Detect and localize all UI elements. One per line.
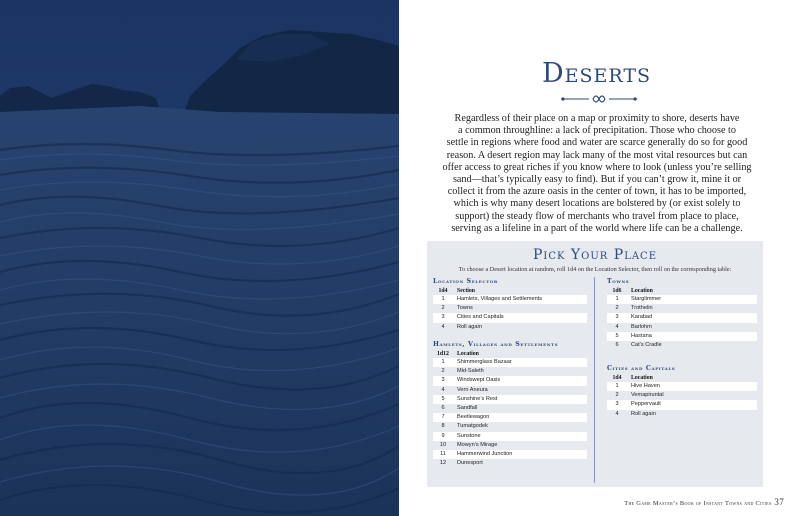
table-row bbox=[607, 410, 757, 419]
roll-number: 2 bbox=[615, 392, 619, 399]
table-row bbox=[607, 304, 757, 313]
intro-line: Regardless of their place on a map or proximity to shore, deserts have bbox=[454, 113, 740, 124]
roll-number: 3 bbox=[615, 401, 619, 408]
table-row bbox=[433, 358, 587, 367]
location-name: Windswept Oasis bbox=[457, 377, 501, 384]
location-name: Barlohm bbox=[631, 323, 652, 330]
pick-your-place-panel bbox=[427, 241, 763, 487]
table-row bbox=[433, 304, 587, 313]
roll-number: 4 bbox=[615, 323, 619, 330]
table-row bbox=[433, 404, 587, 413]
roll-number: 2 bbox=[441, 305, 445, 312]
column-header: Section bbox=[457, 288, 476, 294]
roll-number: 8 bbox=[441, 423, 445, 430]
die-header: 1d4 bbox=[612, 375, 622, 381]
location-name: Hammerwind Junction bbox=[457, 450, 513, 457]
page-title: Deserts bbox=[541, 58, 652, 89]
location-name: Hamlets, Villages and Settlements bbox=[457, 296, 543, 302]
location-name: Shimmerglass Bazaar bbox=[457, 359, 512, 365]
table-row bbox=[607, 341, 757, 350]
location-name: Dunesport bbox=[457, 460, 483, 467]
die-header: 1d12 bbox=[437, 351, 449, 357]
panel-title: Pick Your Place bbox=[532, 247, 658, 263]
location-name: Peppervault bbox=[631, 401, 661, 408]
roll-number: 3 bbox=[441, 377, 445, 384]
table-header-row bbox=[607, 374, 757, 382]
column-divider bbox=[594, 277, 595, 483]
location-name: Sunshine’s Rest bbox=[457, 395, 498, 402]
table-header-row bbox=[433, 350, 587, 358]
location-selector-table bbox=[433, 277, 587, 332]
location-name: Sandfall bbox=[457, 404, 478, 411]
panel-instructions: To choose a Desert location at random, roll 1d4 on the Location Selector, then roll on the corresponding table: bbox=[458, 266, 732, 273]
table-row bbox=[607, 391, 757, 400]
table-row bbox=[433, 450, 587, 459]
intro-line: reason. A desert region may lack many of the most vital resources but can bbox=[446, 149, 748, 161]
roll-number: 1 bbox=[441, 359, 445, 365]
table-row bbox=[607, 313, 757, 322]
roll-number: 10 bbox=[439, 441, 447, 448]
location-name: Trothelin bbox=[631, 305, 653, 312]
roll-number: 4 bbox=[615, 410, 619, 417]
location-name: Roll again bbox=[457, 323, 482, 330]
table-row bbox=[433, 459, 587, 468]
roll-number: 6 bbox=[441, 404, 445, 411]
intro-line: support) the steady flow of merchants who travel from place to place, bbox=[455, 210, 739, 222]
roll-number: 4 bbox=[441, 323, 445, 330]
location-name: Towns bbox=[457, 305, 473, 312]
roll-number: 12 bbox=[439, 460, 447, 467]
location-name: Hive Haven bbox=[631, 383, 660, 389]
table-row bbox=[433, 413, 587, 422]
table-header-row bbox=[433, 287, 587, 295]
location-name: Karabad bbox=[631, 314, 653, 321]
die-header: 1d6 bbox=[612, 288, 622, 294]
roll-number: 1 bbox=[615, 383, 619, 389]
table-row bbox=[433, 295, 587, 304]
table-row bbox=[607, 323, 757, 332]
roll-number: 6 bbox=[615, 341, 619, 348]
location-name: Tumatgodek bbox=[457, 423, 488, 430]
roll-number: 11 bbox=[440, 450, 446, 457]
location-name: Mowyn’s Mirage bbox=[457, 441, 498, 448]
roll-number: 2 bbox=[441, 368, 445, 375]
roll-number: 7 bbox=[441, 414, 445, 421]
table-row bbox=[607, 382, 757, 391]
location-name: Vemapiruntal bbox=[631, 392, 664, 399]
table-row bbox=[433, 386, 587, 395]
column-header: Location bbox=[631, 375, 653, 381]
table-row bbox=[433, 422, 587, 431]
location-name: Cat’s Cradle bbox=[631, 341, 662, 348]
intro-paragraph bbox=[409, 113, 785, 235]
table-row bbox=[433, 323, 587, 332]
table-heading: Cities and Capitals bbox=[607, 365, 676, 372]
towns-table bbox=[607, 277, 757, 350]
right-page bbox=[399, 0, 794, 516]
table-row bbox=[607, 332, 757, 341]
location-name: Mid-Saleth bbox=[457, 368, 484, 375]
page-number: 37 bbox=[774, 497, 784, 507]
roll-number: 1 bbox=[615, 296, 619, 302]
table-row bbox=[433, 441, 587, 450]
location-name: Cities and Capitals bbox=[457, 314, 504, 321]
table-row bbox=[433, 313, 587, 322]
roll-number: 9 bbox=[441, 432, 445, 439]
table-row bbox=[433, 395, 587, 404]
intro-line: serving as a lifeline in a part of the world where life can be a challenge. bbox=[451, 222, 743, 234]
location-name: Vern Aneura bbox=[457, 386, 488, 393]
intro-line: sand—that’s typically easy to find). But if you can’t grow it, mine it or bbox=[452, 174, 742, 186]
hamlets-table bbox=[433, 340, 587, 468]
location-name: Starglimmer bbox=[631, 296, 662, 302]
book-title: The Game Master’s Book of Instant Towns and Cities bbox=[624, 500, 772, 507]
table-row bbox=[433, 432, 587, 441]
location-name: Roll again bbox=[631, 410, 656, 417]
roll-number: 5 bbox=[441, 395, 445, 402]
intro-line: which is why many desert locations are bolstered by (or exist solely to bbox=[453, 198, 741, 210]
ornament-divider-icon bbox=[559, 92, 639, 106]
roll-number: 5 bbox=[615, 332, 619, 339]
location-name: Beetlewagon bbox=[457, 414, 490, 421]
intro-line: settle in regions where food and water are scarce generally do so for good bbox=[446, 137, 748, 149]
roll-number: 2 bbox=[615, 305, 619, 312]
table-header-row bbox=[607, 287, 757, 295]
column-header: Location bbox=[631, 288, 653, 294]
roll-number: 1 bbox=[441, 296, 445, 302]
roll-number: 3 bbox=[441, 314, 445, 321]
location-name: Sunstone bbox=[457, 432, 481, 439]
intro-line: collect it from the azure oasis in the center of town, it has to be imported, bbox=[447, 186, 747, 198]
roll-number: 4 bbox=[441, 386, 445, 393]
table-row bbox=[607, 295, 757, 304]
roll-number: 3 bbox=[615, 314, 619, 321]
table-row bbox=[607, 400, 757, 409]
table-heading: Towns bbox=[607, 278, 630, 285]
column-header: Location bbox=[457, 351, 479, 357]
table-row bbox=[433, 376, 587, 385]
die-header: 1d4 bbox=[438, 288, 448, 294]
cities-table bbox=[607, 364, 757, 419]
location-name: Hastana bbox=[631, 332, 652, 339]
table-heading: Hamlets, Villages and Settlements bbox=[433, 341, 559, 348]
page-footer bbox=[624, 497, 784, 507]
table-heading: Location Selector bbox=[433, 278, 498, 285]
intro-line: offer access to great riches if you know where to look (unless you’re selling bbox=[442, 161, 752, 173]
table-row bbox=[433, 367, 587, 376]
intro-line: a common throughline: a lack of precipitation. Those who choose to bbox=[458, 125, 736, 137]
